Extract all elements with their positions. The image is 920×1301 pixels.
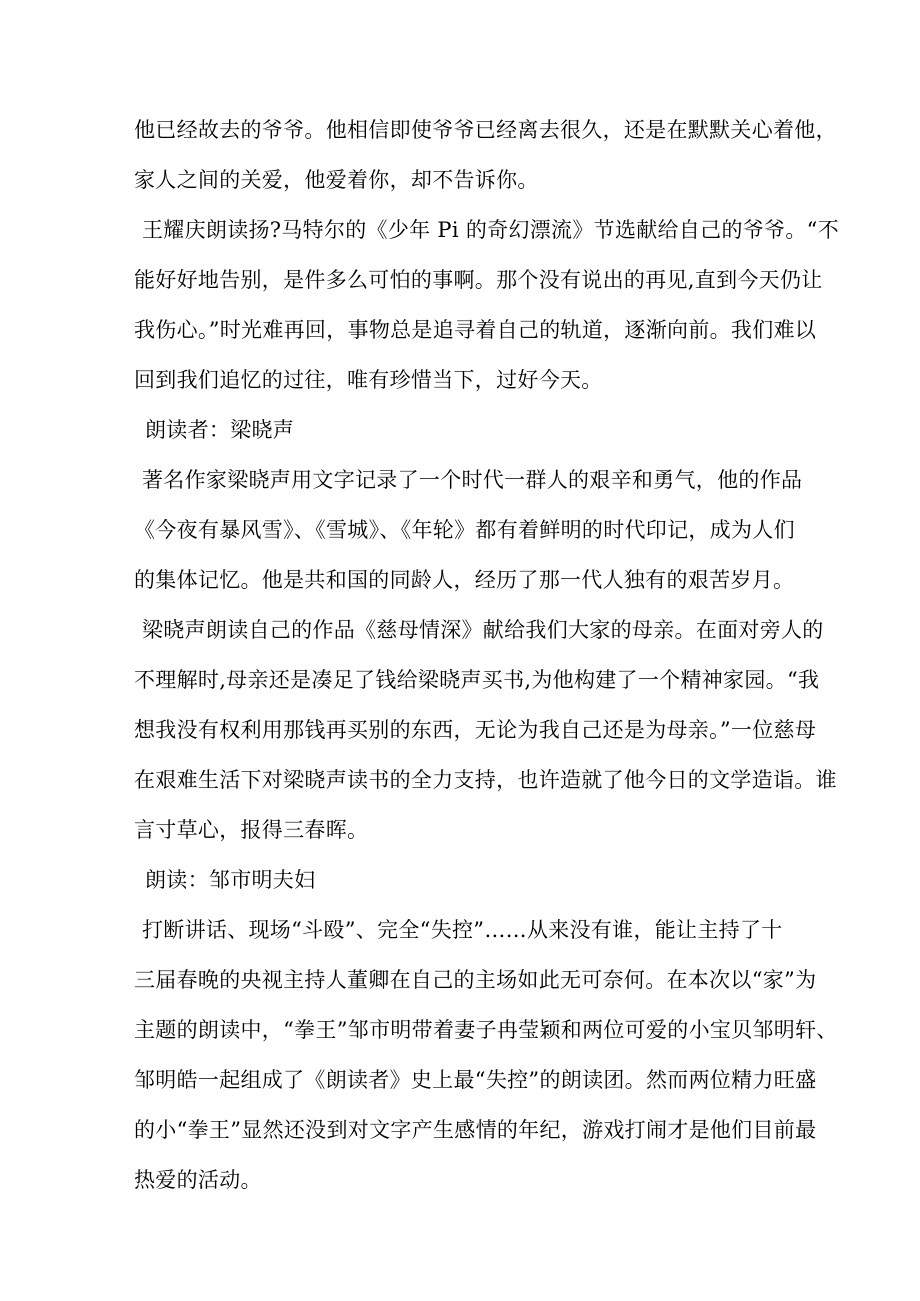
paragraph-line: 著名作家梁晓声用文字记录了一个时代一群人的艰辛和勇气，他的作品	[142, 468, 803, 492]
paragraph-line: 王耀庆朗读扬?马特尔的《少年 Pi 的奇幻漂流》节选献给自己的爷爷。“不	[142, 218, 839, 242]
paragraph-line: 梁晓声朗读自己的作品《慈母情深》献给我们大家的母亲。在面对旁人的	[142, 618, 824, 642]
paragraph-line: 他已经故去的爷爷。他相信即使爷爷已经离去很久，还是在默默关心着他，	[134, 118, 837, 142]
paragraph-line: 《今夜有暴风雪》、《雪城》、《年轮》都有着鲜明的时代印记，成为人们	[134, 518, 795, 542]
paragraph-line: 能好好地告别，是件多么可怕的事啊。那个没有说出的再见,直到今天仍让	[134, 268, 823, 292]
paragraph-line: 打断讲话、现场“斗殴”、完全“失控”……从来没有谁，能让主持了十	[142, 918, 783, 942]
paragraph-line: 的集体记忆。他是共和国的同龄人，经历了那一代人独有的艰苦岁月。	[134, 568, 795, 592]
paragraph-line: 在艰难生活下对梁晓声读书的全力支持，也许造就了他今日的文学造诣。谁	[134, 768, 837, 792]
paragraph-line: 不理解时,母亲还是凑足了钱给梁晓声买书,为他构建了一个精神家园。“我	[134, 668, 820, 692]
paragraph-line: 的小“拳王”显然还没到对文字产生感情的年纪，游戏打闹才是他们目前最	[134, 1118, 817, 1142]
paragraph-line: 言寸草心，报得三春晖。	[134, 818, 369, 842]
paragraph-line: 热爱的活动。	[134, 1168, 262, 1192]
paragraph-line: 回到我们追忆的过往，唯有珍惜当下，过好今天。	[134, 368, 603, 392]
paragraph-line: 三届春晚的央视主持人董卿在自己的主场如此无可奈何。在本次以“家”为	[134, 968, 817, 992]
paragraph-line: 想我没有权利用那钱再买别的东西，无论为我自己还是为母亲。”一位慈母	[134, 718, 817, 742]
paragraph-line: 家人之间的关爱，他爱着你，却不告诉你。	[134, 168, 539, 192]
paragraph-line: 邹明皓一起组成了《朗读者》史上最“失控”的朗读团。然而两位精力旺盛	[134, 1068, 817, 1092]
paragraph-line: 我伤心。”时光难再回，事物总是追寻着自己的轨道，逐渐向前。我们难以	[134, 318, 817, 342]
section-heading: 朗读：邹市明夫妇	[145, 868, 316, 892]
paragraph-line: 主题的朗读中，“拳王”邹市明带着妻子冉莹颖和两位可爱的小宝贝邹明轩、	[134, 1018, 838, 1042]
section-heading: 朗读者：梁晓声	[145, 418, 295, 442]
